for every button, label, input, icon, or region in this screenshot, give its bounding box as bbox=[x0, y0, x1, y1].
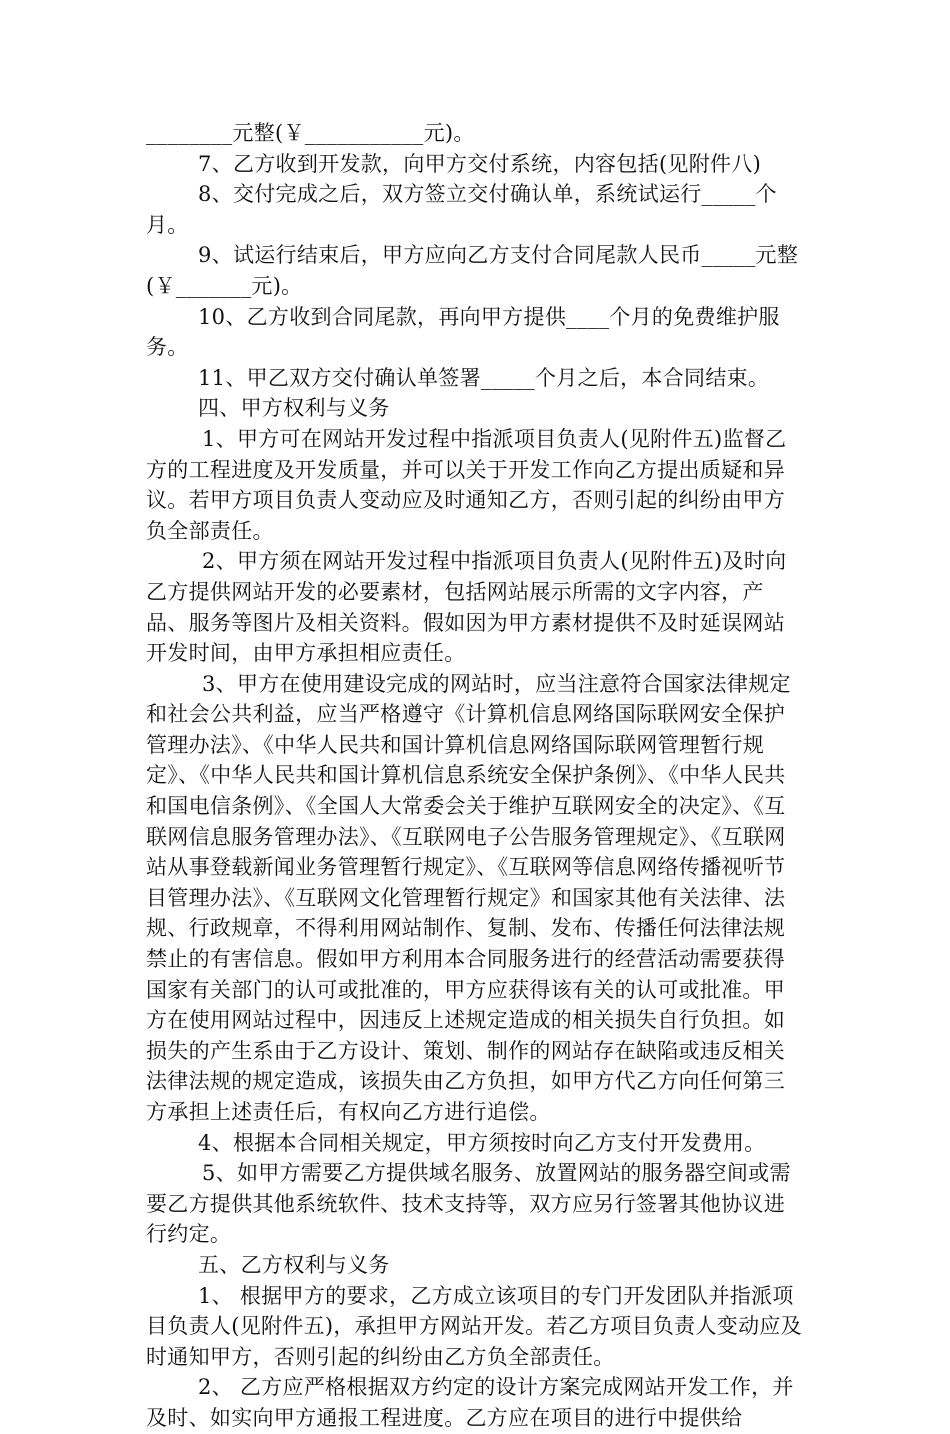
document-body bbox=[146, 118, 806, 1434]
paragraph-fee-continuation: ________元整(￥___________元)。 bbox=[146, 121, 475, 145]
paragraph-party-a-1: 1、甲方可在网站开发过程中指派项目负责人(见附件五)监督乙方的工程进度及开发质量，并可以关于开发工作向乙方提出质疑和异议。若甲方项目负责人变动应及时通知乙方，否则引起的纠纷由甲方负全部责任。 bbox=[146, 426, 787, 543]
section-heading-party-a: 四、甲方权利与义务 bbox=[198, 396, 390, 421]
paragraph-party-a-3: 3、甲方在使用建设完成的网站时，应当注意符合国家法律规定和社会公共利益，应当严格遵守《计算机信息网络国际联网安全保护管理办法》、《中华人民共和国计算机信息网络国际联网管理暂行规定》、《中华人民共和国计算机信息系统安全保护条例》、《中华人民共和国电信条例》、《全国人大常委会关于维护互联网安全的决定》、《互联网信息服务管理办法》、《互联网电子公告服务管理规定》、《互联网站从事登载新闻业务管理暂行规定》、《互联网等信息网络传播视听节目管理办法》、《互联网文化管理暂行规定》和国家其他有关法律、法规、行政规章，不得利用网站制作、复制、发布、传播任何法律法规禁止的有害信息。假如甲方利用本合同服务进行的经营活动需要获得国家有关部门的认可或批准的，甲方应获得该有关的认可或批准。甲方在使用网站过程中，因违反上述规定造成的相关损失自行负担。如损失的产生系由于乙方设计、策划、制作的网站存在缺陷或违反相关法律法规的规定造成，该损失由乙方负担，如甲方代乙方向任何第三方承担上述责任后，有权向乙方进行追偿。 bbox=[146, 671, 791, 1124]
paragraph-clause-11: 11、甲乙双方交付确认单签署_____个月之后，本合同结束。 bbox=[198, 365, 770, 390]
paragraph-party-a-2: 2、甲方须在网站开发过程中指派项目负责人(见附件五)及时向乙方提供网站开发的必要素材，包括网站展示所需的文字内容，产品、服务等图片及相关资料。假如因为甲方素材提供不及时延误网站开发时间，由甲方承担相应责任。 bbox=[146, 549, 787, 666]
paragraph-party-b-1: 1、 根据甲方的要求，乙方成立该项目的专门开发团队并指派项目负责人(见附件五)，承担甲方网站开发。若乙方项目负责人变动应及时通知甲方，否则引起的纠纷由乙方负全部责任。 bbox=[146, 1283, 802, 1369]
paragraph-party-a-4: 4、根据本合同相关规定，甲方须按时向乙方支付开发费用。 bbox=[198, 1130, 766, 1155]
paragraph-clause-8: 8、交付完成之后，双方签立交付确认单，系统试运行_____个月。 bbox=[146, 182, 777, 237]
section-heading-party-b: 五、乙方权利与义务 bbox=[198, 1252, 390, 1277]
paragraph-party-b-2: 2、 乙方应严格根据双方约定的设计方案完成网站开发工作，并及时、如实向甲方通报工程进度。乙方应在项目的进行中提供给 bbox=[146, 1375, 794, 1430]
paragraph-party-a-5: 5、如甲方需要乙方提供域名服务、放置网站的服务器空间或需要乙方提供其他系统软件、技术支持等，双方应另行签署其他协议进行约定。 bbox=[146, 1161, 791, 1247]
paragraph-clause-9: 9、试运行结束后，甲方应向乙方支付合同尾款人民币_____元整(￥_______元)。 bbox=[146, 243, 799, 298]
paragraph-clause-10: 10、乙方收到合同尾款，再向甲方提供____个月的免费维护服务。 bbox=[146, 304, 780, 360]
paragraph-clause-7: 7、乙方收到开发款，向甲方交付系统，内容包括(见附件八) bbox=[198, 151, 762, 176]
